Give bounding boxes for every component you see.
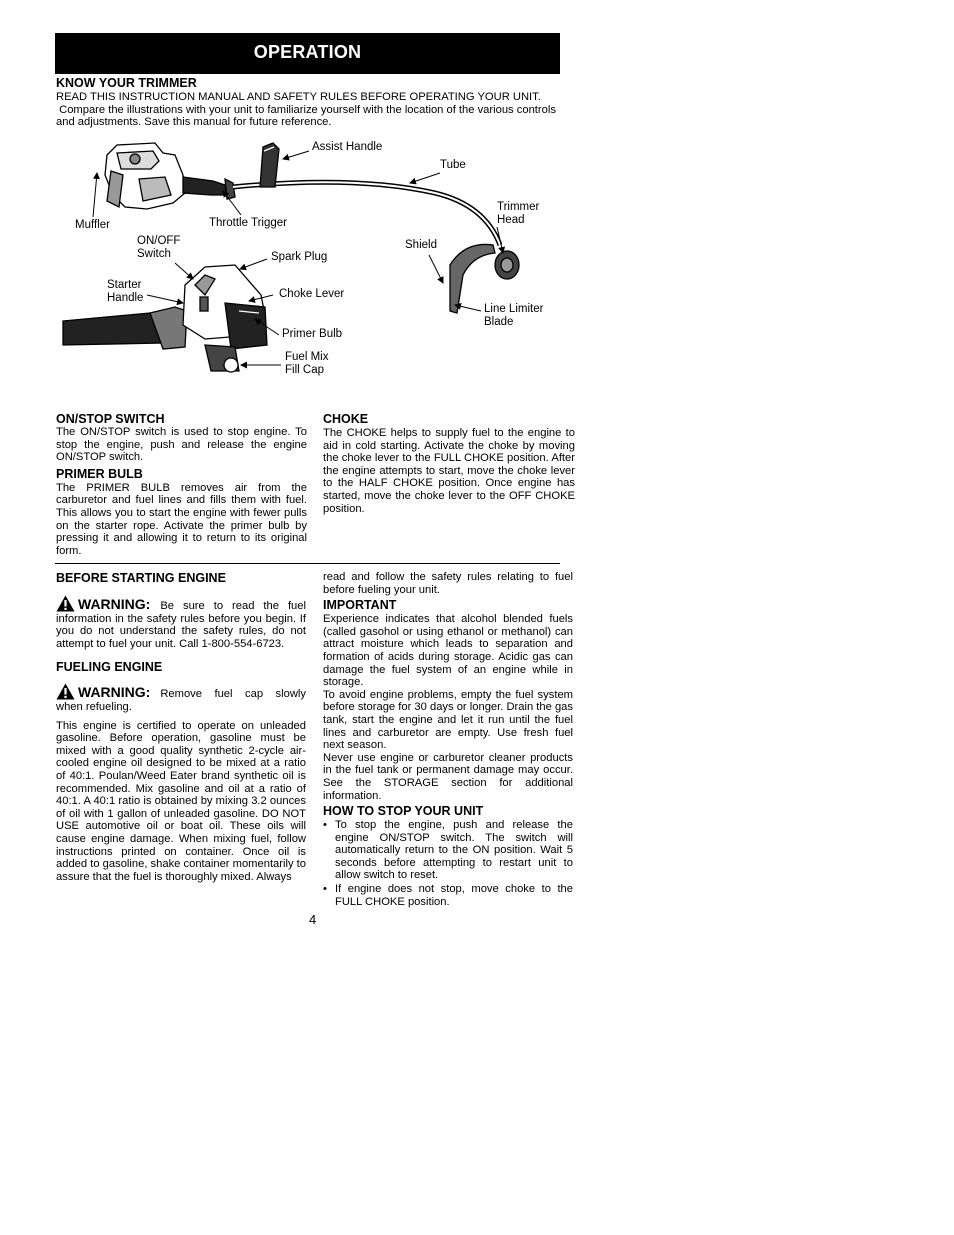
leader-assist-handle — [283, 151, 309, 159]
page-number: 4 — [309, 912, 317, 927]
section-title-bar — [55, 33, 560, 74]
know-line-1: READ THIS INSTRUCTION MANUAL AND SAFETY RULES BEFORE OPERATING YOUR UNIT. — [56, 91, 541, 103]
on-stop-heading: ON/STOP SWITCH — [56, 412, 165, 426]
label-line-limiter — [484, 303, 543, 329]
warning-icon — [56, 683, 75, 700]
leader-spark-plug — [240, 259, 267, 269]
label-trimmer-head-line1: Trimmer — [497, 201, 540, 213]
bullet-marker: • — [323, 819, 327, 832]
warning-icon — [56, 595, 75, 612]
engine-closeup-drawing — [63, 265, 267, 372]
label-throttle-trigger: Throttle Trigger — [209, 217, 287, 229]
warning-label: WARNING: — [78, 596, 151, 612]
leader-muffler — [93, 173, 97, 217]
section-title: OPERATION — [253, 42, 362, 62]
before-starting-section — [56, 571, 306, 883]
label-fuel-mix-line1: Fuel Mix — [285, 351, 329, 363]
important-p1: Experience indicates that alcohol blended fuels (called gasohol or using ethanol or methanol) can attract moisture which leads to separation and formation of acids during storage. Acidic gas can damage the fuel system of an engine while in storage. — [323, 613, 573, 689]
know-line-2: Compare the illustrations with your unit to familiarize yourself with the location of the various controls — [56, 103, 556, 116]
label-primer-bulb: Primer Bulb — [282, 328, 343, 340]
choke-section — [323, 412, 575, 515]
label-line-limiter-line1: Line Limiter — [484, 303, 544, 315]
label-on-off-line1: ON/OFF — [137, 235, 181, 247]
leader-starter — [147, 295, 183, 303]
label-choke-lever: Choke Lever — [279, 288, 345, 300]
important-heading: IMPORTANT — [323, 598, 397, 613]
before-starting-heading: BEFORE STARTING ENGINE — [56, 571, 226, 585]
know-trimmer-text — [56, 91, 596, 129]
label-trimmer-head-line2: Head — [497, 214, 525, 226]
leader-tube — [410, 173, 440, 183]
section-divider — [55, 563, 560, 564]
choke-text: The CHOKE helps to supply fuel to the engine to aid in cold starting. Activate the choke by moving the choke lever to the FULL CHOKE position. After the engine attempts to start, move the choke lever to the HALF CHOKE position. Once engine has started, move the choke lever to the OFF CHOKE position. — [323, 427, 575, 515]
leader-shield — [429, 255, 443, 283]
label-starter-line2: Handle — [107, 292, 144, 304]
stop-bullet-2-text: If engine does not stop, move choke to the FULL CHOKE position. — [335, 883, 573, 908]
primer-heading: PRIMER BULB — [56, 466, 143, 481]
warning-label: WARNING: — [78, 684, 151, 701]
fueling-heading: FUELING ENGINE — [56, 660, 163, 675]
fueling-warning — [56, 683, 306, 713]
label-fuel-mix-line2: Fill Cap — [285, 364, 324, 376]
label-on-off-line2: Switch — [137, 248, 171, 260]
label-assist-handle: Assist Handle — [312, 141, 383, 153]
before-warning-text: Be sure to read the fuel information in the safety rules before you begin. If you do not understand the safety rules, do not attempt to fuel your unit. Call 1-800-554-6723. — [56, 600, 306, 650]
choke-heading: CHOKE — [323, 412, 369, 426]
label-trimmer-head — [497, 201, 539, 227]
label-fuel-mix-cap — [285, 351, 328, 377]
stop-bullet-1 — [323, 819, 573, 882]
on-stop-text: The ON/STOP switch is used to stop engine. To stop the engine, push and release the engine ON/STOP switch. — [56, 426, 307, 464]
important-p3: Never use engine or carburetor cleaner products in the fuel tank or permanent damage may occur. See the STORAGE section for additional information. — [323, 751, 573, 802]
label-tube: Tube — [440, 159, 466, 171]
bullet-marker: • — [323, 883, 327, 896]
leader-line-limiter — [455, 305, 481, 311]
leader-on-off — [175, 263, 193, 279]
label-starter-handle — [107, 279, 143, 305]
before-warning — [56, 595, 306, 650]
stop-heading: HOW TO STOP YOUR UNIT — [323, 804, 484, 819]
fueling-continued: read and follow the safety rules relating to fuel before fueling your unit. — [323, 571, 573, 596]
on-stop-section — [56, 412, 307, 557]
label-muffler: Muffler — [75, 219, 110, 231]
know-trimmer-heading: KNOW YOUR TRIMMER — [56, 76, 197, 90]
fueling-text: This engine is certified to operate on unleaded gasoline. Before operation, gasoline must be mixed with a good quality synthetic 2-cycle air-cooled engine oil designed to be mixed at a ratio of 40:1. Poulan/Weed Eater brand synthetic oil is recommended. Mix gasoline and oil at a ratio of 40:1. A 40:1 ratio is obtained by mixing 3.2 ounces of oil with 1 gallon of unleaded gasoline. DO NOT USE automotive oil or boat oil. These oils will cause engine damage. When mixing fuel, follow instructions printed on container. Once oil is added to gasoline, shake container momentarily to assure that the fuel is thoroughly mixed. Always — [56, 719, 307, 883]
label-on-off-switch — [137, 235, 180, 261]
label-shield: Shield — [405, 239, 437, 251]
important-p2: To avoid engine problems, empty the fuel system before storage for 30 days or longer. Drain the gas tank, start the engine and let it run until the fuel lines and carburetor are empty. Use fresh fuel next season. — [323, 688, 574, 752]
primer-text: The PRIMER BULB removes air from the carburetor and fuel lines and fills them with fuel. This allows you to start the engine with fewer pulls on the starter rope. Activate the primer bulb by pressing it and allowing it to return to its original form. — [56, 481, 307, 557]
fueling-warning-text: Remove fuel cap slowly when refueling. — [56, 688, 306, 713]
stop-bullet-2 — [323, 883, 573, 908]
know-line-3: and adjustments. Save this manual for future reference. — [56, 116, 332, 129]
right-column-lower — [323, 571, 573, 908]
label-line-limiter-line2: Blade — [484, 316, 514, 328]
stop-bullet-1-text: To stop the engine, push and release the engine ON/STOP switch. The switch will automatically return to the ON position. Wait 5 seconds before attempting to restart unit to allow switch to reset. — [335, 819, 573, 882]
label-starter-line1: Starter — [107, 279, 142, 291]
label-spark-plug: Spark Plug — [271, 251, 328, 263]
